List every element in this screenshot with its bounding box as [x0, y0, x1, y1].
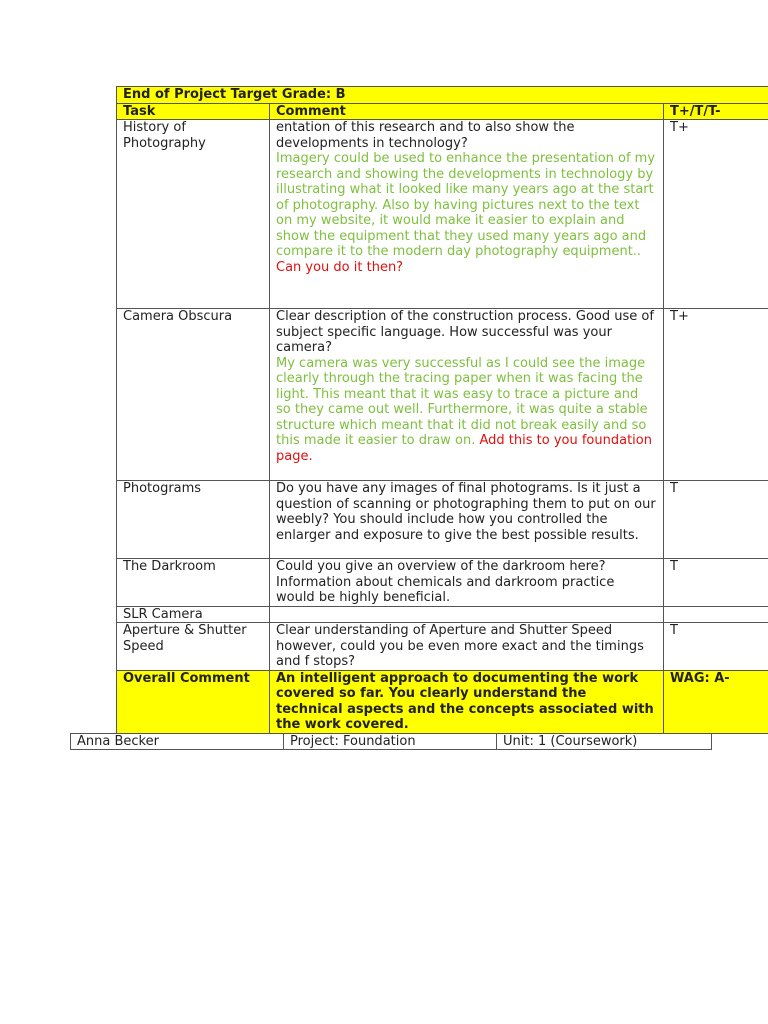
- student-reply-text: My camera was very successful as I could see the image clearly through the tracing paper when it was facing the light. This meant that it was easy to trace a picture and so they came out well. Furthermore, it was quite a stable structure which meant that it did not break easily and so this made it easier to draw on.: [276, 355, 648, 448]
- task-cell: The Darkroom: [117, 559, 270, 607]
- project-name: Project: Foundation: [284, 734, 497, 750]
- table-row: [117, 606, 768, 623]
- grade-cell: T: [664, 559, 768, 607]
- comment-cell: [270, 120, 664, 309]
- task-cell: Aperture & Shutter Speed: [117, 623, 270, 671]
- overall-row: [117, 670, 768, 733]
- comment-cell: Could you give an overview of the darkroom here? Information about chemicals and darkroom practice would be highly beneficial.: [270, 559, 664, 607]
- student-reply: [276, 151, 657, 275]
- teacher-reply-text: Can you do it then?: [276, 259, 404, 275]
- table-row: [117, 623, 768, 671]
- overall-grade: WAG: A-: [664, 670, 768, 733]
- task-cell: Camera Obscura: [117, 309, 270, 481]
- table-row: [117, 559, 768, 607]
- feedback-sheet: [116, 86, 768, 734]
- overall-comment: An intelligent approach to documenting the work covered so far. You clearly understand the technical aspects and the concepts associated with the work covered.: [270, 670, 664, 733]
- student-reply: [276, 356, 657, 465]
- grade-cell: [664, 606, 768, 623]
- grade-cell: T: [664, 481, 768, 559]
- student-reply-text: Imagery could be used to enhance the presentation of my research and showing the developments in technology by illustrating what it looked like many years ago at the start of photography. Also by having pictures next to the text on my website, it would make it easier to explain and show the equipment that they used many years ago and compare it to the modern day photography equipment..: [276, 151, 656, 259]
- table-row: [117, 309, 768, 481]
- target-grade-title: End of Project Target Grade: B: [117, 87, 768, 104]
- target-grade-row: [117, 87, 768, 104]
- task-cell: History of Photography: [117, 120, 270, 309]
- teacher-comment: entation of this research and to also show the developments in technology?: [276, 120, 575, 151]
- overall-label: Overall Comment: [117, 670, 270, 733]
- table-row: [117, 481, 768, 559]
- footer-table: [70, 733, 712, 750]
- table-header-row: [117, 103, 768, 120]
- comment-cell: Clear understanding of Aperture and Shutter Speed however, could you be even more exact and the timings and f stops?: [270, 623, 664, 671]
- header-comment: Comment: [270, 103, 664, 120]
- header-task: Task: [117, 103, 270, 120]
- task-cell: SLR Camera: [117, 606, 270, 623]
- comment-cell: Do you have any images of final photograms. Is it just a question of scanning or photographing them to put on our weebly? You should include how you controlled the enlarger and exposure to give the best possible results.: [270, 481, 664, 559]
- comment-cell: [270, 606, 664, 623]
- grade-cell: T: [664, 623, 768, 671]
- unit-name: Unit: 1 (Coursework): [497, 734, 712, 750]
- table-row: [117, 120, 768, 309]
- grade-cell: T+: [664, 309, 768, 481]
- teacher-comment: Clear description of the construction process. Good use of subject specific language. How successful was your camera?: [276, 309, 654, 355]
- task-cell: Photograms: [117, 481, 270, 559]
- feedback-table: [116, 86, 768, 734]
- teacher-reply-text: Add this to you foundation page.: [276, 433, 652, 464]
- footer-row: [71, 734, 712, 750]
- header-grade: T+/T/T-: [664, 103, 768, 120]
- grade-cell: T+: [664, 120, 768, 309]
- student-name: Anna Becker: [71, 734, 284, 750]
- comment-cell: [270, 309, 664, 481]
